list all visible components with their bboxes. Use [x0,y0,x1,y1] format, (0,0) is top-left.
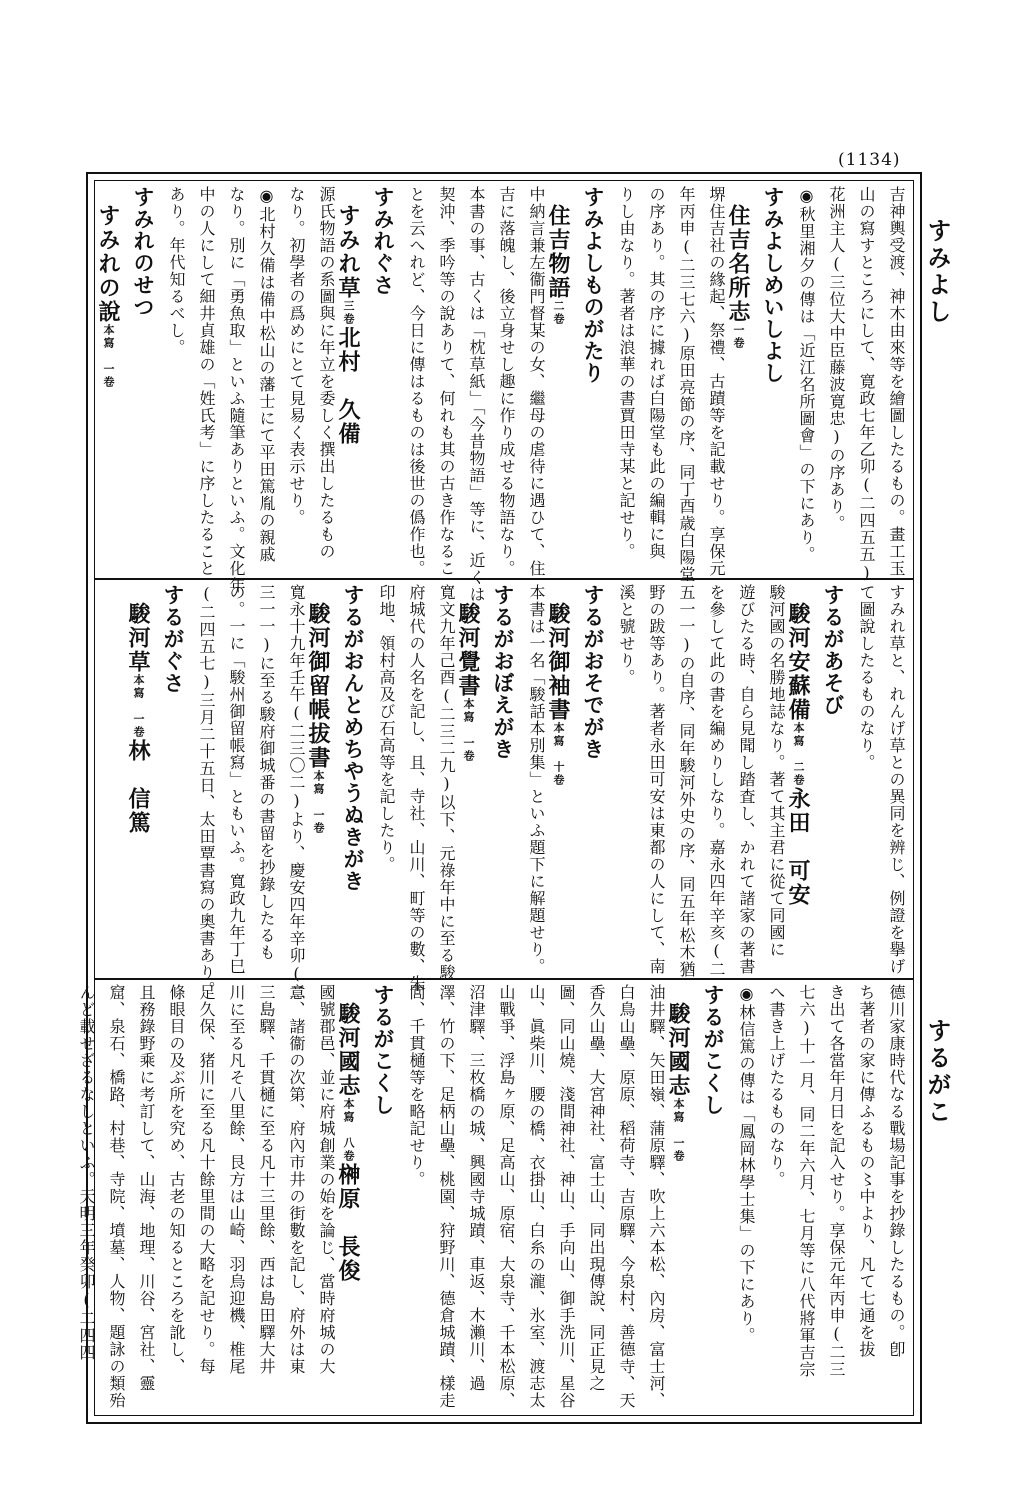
body-line [188,186,218,577]
body-text: 寬文九年己酉(二三二九)以下、元祿年中に至る駿 [437,584,456,981]
body-line [218,186,248,594]
body-text: 閭、千貫樋等を略記せり。 [407,984,426,1188]
side-index-surugako: するがこ [923,1018,952,1126]
body-text: 本書の事、古くは「枕草紙」「今昔物語」等に、近くは [467,186,486,603]
body-text: 條眼目の及ぶ所を究め、古老の知るところを訛し、 [167,984,186,1375]
side-index-sumiyoshi: すみよし [923,218,952,326]
body-text: 澤、竹の下、足柄山壘、桃園、狩野川、德倉城蹟、樣走 [437,984,456,1409]
volume-note: 三卷 [342,300,355,326]
title-text: 駿河御留帳拔書 [305,602,331,770]
body-line [728,584,758,975]
body-line [308,186,338,572]
body-line [428,984,458,1410]
author-name: 榊原 長俊 [335,1163,361,1283]
body-text: 遊びたる時、自ら見聞し踏査し、かれて諸家の著書 [737,584,756,975]
body-line [128,984,158,1410]
heading-text: するがぐさ [161,584,186,694]
heading-text: すみれぐさ [371,186,396,296]
title-text: 駿河國志 [335,1002,361,1098]
body-text: 本書は一名「駿話本別集」といふ題下に解題せり。 [527,584,546,975]
body-text: なり。初學者の爲めにとて見易く表示せり。 [287,186,306,526]
body-text: (二四五七)三月二十五日、太田覃書寫の奧書あり。 [197,584,216,998]
title-text: 住吉物語 [545,204,571,300]
body-line [458,186,488,603]
body-text: 年丙申(二三七六)原田亮節の序、同丁酉歳白陽堂 [677,186,696,583]
body-line [368,584,398,972]
body-line [398,186,428,577]
body-line [518,584,548,975]
body-text: 溪と號せり。 [617,584,636,686]
volume-note: 本寫 一卷 [102,324,115,389]
body-text: 山戰爭、浮島ヶ原、足高山、原宿、大泉寺、千本松原、 [497,984,516,1409]
volume-note: 二卷 [552,300,565,326]
body-text: 白鳥山壘、原原、稻荷寺、吉原驛、今泉村、善德寺、天 [617,984,636,1409]
body-line [848,584,878,972]
body-line [158,984,188,1410]
entry-title [125,584,158,990]
section-surugaasobi [100,584,908,1001]
body-text: 窟、泉石、橋路、村巷、寺院、墳墓、人物、題詠の類殆 [107,984,126,1409]
body-line [608,984,638,1410]
entry-heading [818,584,848,972]
body-text: 三一一)に至る駿府御城番の書留を抄錄したるも [257,584,276,961]
entry-title [545,584,578,990]
entry-title [785,584,818,990]
entry-title [545,186,578,590]
section-sumiyoshi [95,186,908,603]
body-line [158,186,188,572]
body-text: て圖說したるものなり。 [857,584,876,771]
page-number: (1134) [838,150,901,170]
entry-title [335,186,368,590]
body-line [578,984,608,1410]
body-line [488,186,518,577]
body-text: すみれ草と、れんげ草との異同を辨じ、例證を擧げ [887,584,906,975]
body-text: 花洲主人(三位大中臣藤波寛忠)の序あり。 [827,186,846,532]
entry-title [455,584,488,990]
body-line [248,984,278,1410]
body-line [878,584,908,975]
author-name: 林 信篤 [125,739,151,835]
body-text: 香久山壘、大宮神社、富士山、同出現傳說、同正見之 [587,984,606,1392]
body-line [638,984,668,1410]
volume-note: 本寫 二卷 [792,722,805,787]
body-text: 油井驛、矢田嶺、蒲原驛、吹上六本松、內房、富士河、 [647,984,666,1409]
body-text: ◉林信篤の傳は「鳳岡林學士集」の下にあり。 [737,984,756,1344]
body-text: を參して此の書を編めりしなり。嘉永四年辛亥(二 [707,584,726,978]
body-text: 印地、領村高及び石高等を記したり。 [377,584,396,873]
body-text: ◉北村久備は備中松山の藩士にて平田篤胤の親戚 [257,186,276,563]
title-text: すみれの說 [95,204,121,324]
heading-text: するがあそび [821,584,846,716]
body-text: の序あり。其の序に據れば白陽堂も此の編輯に與 [647,186,666,560]
body-line [428,584,458,981]
body-line [518,186,548,577]
entry-title [725,186,758,590]
entry-heading [338,584,368,972]
heading-text: するがおそでがき [581,584,606,760]
body-line [788,186,818,572]
heading-text: すみよしものがたり [581,186,606,384]
volume-note: 本寫 一卷 [312,770,325,835]
title-text: すみれ草 [335,204,361,300]
entry-heading [158,584,188,972]
title-text: 駿河安蘇備 [785,602,811,722]
body-line [488,984,518,1410]
body-text: 寬永十九年壬午(二三〇二)より、慶安四年辛卯(二 [287,584,306,1001]
body-line [188,984,218,1410]
body-text: んど載せざるなしといふ。天明三年癸卯(二四四 [77,984,96,1361]
body-line [278,186,308,572]
body-text: りし由なり。著者は浪華の書賈田寺某と記せり。 [617,186,636,560]
volume-note: 本寫 一卷 [672,1098,685,1163]
body-line [518,984,548,1410]
author-name: 北村 久備 [335,326,361,446]
section-surugakokushi [77,984,908,1410]
body-text: 中納言兼左衞門督某の女、繼母の虐待に遇ひて、住 [527,186,546,577]
volume-note: 一卷 [732,324,745,350]
body-line [728,984,758,1410]
body-line [428,186,458,577]
heading-text: すみよしめいしよし [761,186,786,384]
body-line [218,984,248,1410]
body-line [218,584,248,975]
body-line [188,584,218,998]
body-line [878,984,908,1410]
body-text: 足久保、猪川に至る凡十餘里間の大略を記せり。每 [197,984,216,1375]
body-text: 意、諸衞の次第、府內市井の街數を記し、府外は東 [287,984,306,1375]
body-text: き出て各當年月日を記入せり。享保元年丙申(二三 [827,984,846,1378]
body-text: ち著者の家に傳ふるもの〻中より、凡て七通を拔 [857,984,876,1358]
body-text: 堺住吉社の緣起、祭禮、古蹟等を記載せり。享保元 [707,186,726,577]
entry-heading [698,984,728,1410]
body-line [398,584,428,992]
body-text: とを云へれど、今日に傳はるものは後世の僞作也。 [407,186,426,577]
body-line [548,984,578,1410]
body-text: 中の人にして細井貞雄の「姓氏考」に序したること [197,186,216,577]
body-text: 七六)十一月、同二年六月、七月等に八代將軍吉宗 [797,984,816,1378]
entry-title [305,584,338,990]
body-line [68,984,98,1410]
body-line [608,186,638,572]
entry-heading [368,186,398,572]
heading-text: すみれのせつ [131,186,156,318]
body-text: の。一に「駿州御留帳寫」ともいふ。寬政九年丁巳 [227,584,246,975]
body-text: 契沖、季吟等の說ありて、何れも其の古き作なるこ [437,186,456,577]
title-text: 駿河草 [125,602,151,674]
body-text: 山の寫すところにして、寛政七年乙卯(二四五五) [857,186,876,583]
body-line [818,186,848,572]
body-text: 沼津驛、三枚橋の城、興國寺城蹟、車返、木瀨川、過 [467,984,486,1392]
title-text: 住吉名所志 [725,204,751,324]
volume-note: 本寫 一卷 [132,674,145,739]
entry-heading [368,984,398,1410]
author-name: 永田 可安 [785,787,811,907]
body-line [788,984,818,1410]
body-line [308,984,338,1410]
body-text: 駿河國の名勝地誌なり。著て其主君に從て同國に [767,584,786,958]
body-line [848,984,878,1410]
heading-text: するがおぼえがき [491,584,516,760]
body-text: 吉神輿受渡、神木由來等を繪圖したるもの。畫工玉 [887,186,906,577]
body-line [848,186,878,583]
body-line [758,584,788,972]
body-line [818,984,848,1410]
entry-title [665,984,698,1428]
body-text: 德川家康時代なる戰場記事を抄錄したるもの。卽 [887,984,906,1358]
body-line [698,584,728,978]
body-text: 源氏物語の系圖與に年立を委しく撰出したるもの [317,186,336,560]
body-line [98,984,128,1410]
body-line [248,584,278,972]
body-line [668,584,698,978]
title-text: 駿河國志 [665,1002,691,1098]
body-text: へ書き上げたるものなり。 [767,984,786,1188]
entry-heading [578,186,608,572]
body-line [278,584,308,1001]
body-line [668,186,698,583]
body-text: 圖、同山燒、淺間神社、神山、手向山、御手洗川、星谷 [557,984,576,1409]
body-line [638,186,668,572]
body-line [458,984,488,1410]
volume-note: 本寫 一卷 [462,698,475,763]
body-text: 野の跋等あり。著者永田可安は東都の人にして、南 [647,584,666,975]
body-text: 吉に落魄し、後立身せし趣に作り成せる物語なり。 [497,186,516,577]
entry-heading [488,584,518,972]
body-line [278,984,308,1410]
body-text: 川に至る凡そ八里餘、艮方は山崎、羽烏迎機、椎尾 [227,984,246,1375]
body-line [608,584,638,972]
body-line [248,186,278,572]
heading-text: するがこくし [371,984,396,1116]
body-text: なり。別に「勇魚取」といふ隨筆ありといふ。文化年 [227,186,246,594]
body-text: 且務錄野乘に考訂して、山海、地理、川谷、宮社、靈 [137,984,156,1392]
entry-title [335,984,368,1428]
body-text: 山、眞柴川、腰の橋、衣掛山、白糸の瀧、氷室、渡志太 [527,984,546,1409]
volume-note: 本寫 八卷 [342,1098,355,1163]
volume-note: 本寫 十卷 [552,722,565,787]
body-line [878,186,908,577]
body-line [398,984,428,1410]
body-text: 五一一)の自序、同年駿河外史の序、同五年松木猶 [677,584,696,978]
entry-heading [128,186,158,572]
heading-text: するがこくし [701,984,726,1116]
body-text: 三島驛、千貫樋に至る凡十三里餘、西は島田驛大井 [257,984,276,1375]
entry-heading [578,584,608,972]
body-line [638,584,668,975]
body-text: 府城代の人名を記し、且、寺社、山川、町等の數、朱 [407,584,426,992]
heading-text: するがおんとめちやうぬきがき [341,584,366,892]
entry-title [95,186,128,590]
body-text: あり。年代知るべし。 [167,186,186,356]
body-text: 國號郡邑、並に府城創業の始を論じ、當時府城の大 [317,984,336,1375]
entry-heading [758,186,788,572]
title-text: 駿河覺書 [455,602,481,698]
title-text: 駿河御袖書 [545,602,571,722]
body-text: ◉秋里湘夕の傳は「近江名所圖會」の下にあり。 [797,186,816,563]
body-line [758,984,788,1410]
body-line [698,186,728,577]
section-divider [94,578,914,580]
